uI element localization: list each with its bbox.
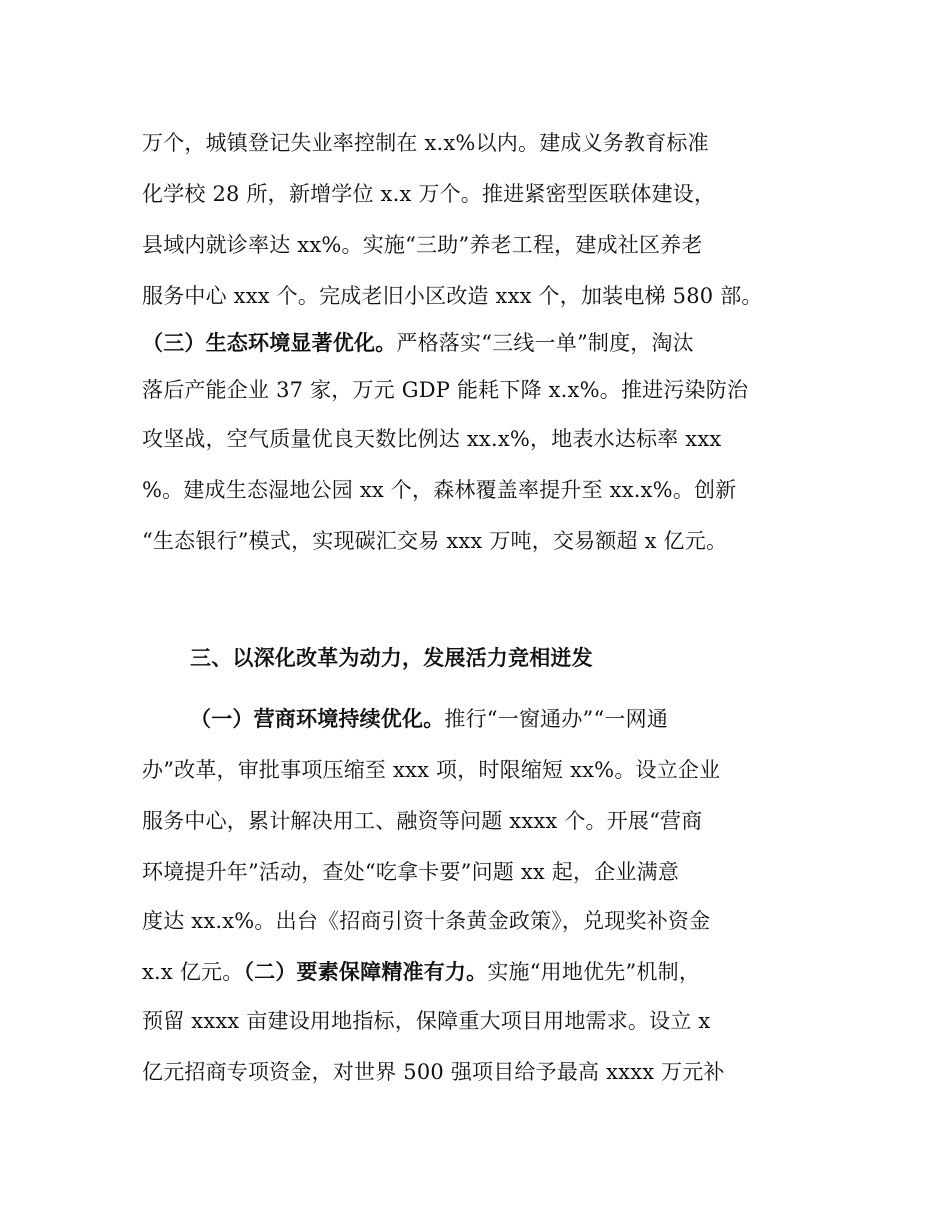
text-run: “生态银行”模式，实现碳汇交易 xxx 万吨，交易额超 x 亿元。 <box>142 529 728 553</box>
text-run: 万个，城镇登记失业率控制在 x.x%以内。建成义务教育标准 <box>142 131 709 155</box>
text-run: 攻坚战，空气质量优良天数比例达 xx.x%，地表水达标率 xxx <box>142 427 722 451</box>
text-run: 预留 xxxx 亩建设用地指标，保障重大项目用地需求。设立 x <box>142 1009 711 1033</box>
text-line <box>142 475 736 505</box>
text-run: x.x 亿元。 <box>142 960 244 984</box>
text-run: 推行“一窗通办”“一网通 <box>444 707 669 731</box>
text-run: 环境提升年”活动，查处“吃拿卡要”问题 xx 起，企业满意 <box>142 860 680 884</box>
text-run: 亿元招商专项资金，对世界 500 强项目给予最高 xxxx 万元补 <box>142 1060 725 1084</box>
text-line <box>142 281 763 311</box>
subsection-title: （二）要素保障精准有力。 <box>243 960 488 984</box>
text-line <box>142 857 679 887</box>
subsection-title: （三）生态环境显著优化。 <box>142 331 397 355</box>
text-run: 服务中心 xxx 个。完成老旧小区改造 xxx 个，加装电梯 580 部。 <box>142 284 763 308</box>
text-line <box>142 906 710 936</box>
text-line <box>142 1006 710 1036</box>
text-run: %。建成生态湿地公园 xx 个，森林覆盖率提升至 xx.x%。创新 <box>142 478 737 502</box>
text-line <box>190 704 668 734</box>
section-heading: 三、以深化改革为动力，发展活力竞相迸发 <box>190 646 593 670</box>
text-line <box>142 424 721 454</box>
text-run: 县域内就诊率达 xx%。实施“三助”养老工程，建成社区养老 <box>142 233 703 257</box>
text-run: 化学校 28 所，新增学位 x.x 万个。推进紧密型医联体建设， <box>142 182 716 206</box>
text-run: 服务中心，累计解决用工、融资等问题 xxxx 个。开展“营商 <box>142 809 703 833</box>
text-line <box>142 128 709 158</box>
text-run: 实施“用地优先”机制， <box>487 960 701 984</box>
text-line <box>142 526 727 556</box>
text-run: 严格落实“三线一单”制度，淘汰 <box>396 331 694 355</box>
text-line <box>142 179 715 209</box>
text-run: 办”改革，审批事项压缩至 xxx 项，时限缩短 xx%。设立企业 <box>142 758 721 782</box>
text-line <box>142 230 703 260</box>
section-heading-line <box>190 643 593 673</box>
text-line <box>142 806 702 836</box>
text-line <box>142 957 700 987</box>
text-line <box>142 328 694 358</box>
text-run: 度达 xx.x%。出台《招商引资十条黄金政策》，兑现奖补资金 <box>142 909 711 933</box>
text-line <box>142 1057 725 1087</box>
subsection-title: （一）营商环境持续优化。 <box>190 707 445 731</box>
text-line <box>142 375 748 405</box>
text-run: 落后产能企业 37 家，万元 GDP 能耗下降 x.x%。推进污染防治 <box>142 378 749 402</box>
text-line <box>142 755 720 785</box>
